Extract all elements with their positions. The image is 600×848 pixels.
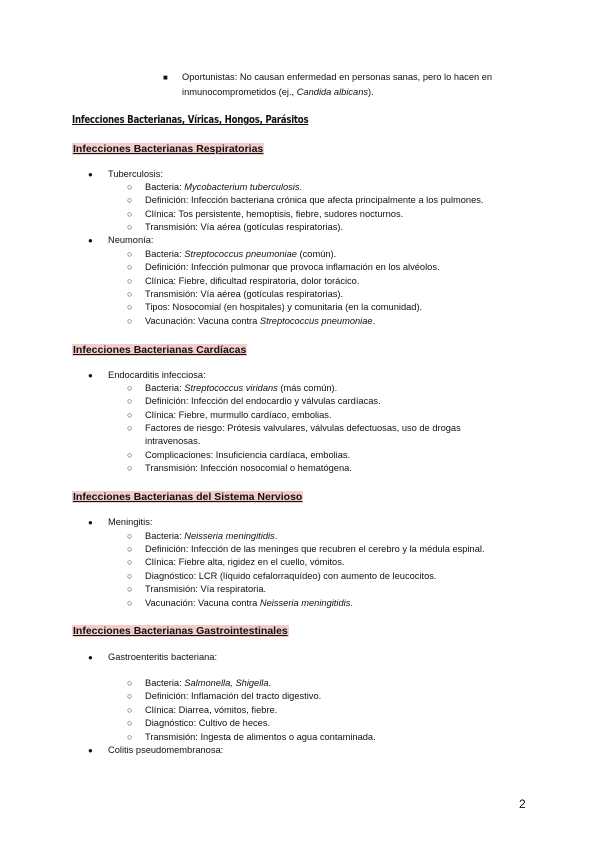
list-item-tuberculosis: ● Tuberculosis: (88, 169, 163, 179)
disc-bullet-icon: ● (88, 518, 93, 527)
circle-bullet-icon: ○ (127, 262, 133, 272)
disc-bullet-icon: ● (88, 170, 93, 179)
circle-bullet-icon: ○ (127, 383, 133, 393)
circle-bullet-icon: ○ (127, 249, 133, 259)
sub-item: ○ Definición: Infección pulmonar que provoca inflamación en los alvéolos. (127, 262, 440, 272)
sub-item: ○ Clínica: Fiebre, dificultad respiratoria, dolor torácico. (127, 276, 360, 286)
circle-bullet-icon: ○ (127, 276, 133, 286)
circle-bullet-icon: ○ (127, 705, 133, 715)
circle-bullet-icon: ○ (127, 182, 133, 192)
circle-bullet-icon: ○ (127, 557, 133, 567)
sub-item-continuation: intravenosas. (145, 436, 201, 446)
circle-bullet-icon: ○ (127, 691, 133, 701)
circle-bullet-icon: ○ (127, 316, 133, 326)
intro-bullet-item (163, 71, 493, 84)
sub-item: ○ Definición: Infección de las meninges que recubren el cerebro y la médula espinal. (127, 544, 485, 554)
sub-item: ○ Definición: Infección del endocardio y válvulas cardíacas. (127, 396, 381, 406)
circle-bullet-icon: ○ (127, 209, 133, 219)
circle-bullet-icon: ○ (127, 222, 133, 232)
list-item-endocarditis: ● Endocarditis infecciosa: (88, 370, 206, 380)
sub-item: ○ Clínica: Diarrea, vómitos, fiebre. (127, 705, 278, 715)
circle-bullet-icon: ○ (127, 531, 133, 541)
circle-bullet-icon: ○ (127, 718, 133, 728)
sub-item: ○ Diagnóstico: Cultivo de heces. (127, 718, 271, 728)
sub-item: ○ Vacunación: Vacuna contra Neisseria meningitidis. (127, 598, 353, 608)
list-item-meningitis: ● Meningitis: (88, 517, 153, 527)
intro-text-line1: No causan enfermedad en personas sanas, pero lo hacen en (237, 72, 493, 82)
disc-bullet-icon: ● (88, 653, 93, 662)
section-title-cardiacas: Infecciones Bacterianas Cardíacas (73, 344, 247, 356)
sub-item: ○ Transmisión: Vía respiratoria. (127, 584, 267, 594)
sub-item: ○ Clínica: Fiebre, murmullo cardíaco, embolias. (127, 410, 332, 420)
circle-bullet-icon: ○ (127, 544, 133, 554)
list-item-neumonia: ● Neumonía: (88, 235, 154, 245)
sub-item: ○ Clínica: Fiebre alta, rigidez en el cuello, vómitos. (127, 557, 345, 567)
circle-bullet-icon: ○ (127, 423, 133, 433)
sub-item: ○ Definición: Infección bacteriana crónica que afecta principalmente a los pulmones. (127, 195, 484, 205)
sub-item: ○ Tipos: Nosocomial (en hospitales) y comunitaria (en la comunidad). (127, 302, 423, 312)
square-bullet-icon: ■ (163, 73, 168, 82)
sub-item: ○ Transmisión: Ingesta de alimentos o agua contaminada. (127, 732, 376, 742)
sub-item: ○ Clínica: Tos persistente, hemoptisis, fiebre, sudores nocturnos. (127, 209, 404, 219)
section-title-nervioso: Infecciones Bacterianas del Sistema Nervioso (73, 491, 303, 503)
circle-bullet-icon: ○ (127, 289, 133, 299)
circle-bullet-icon: ○ (127, 598, 133, 608)
page-number: 2 (519, 797, 526, 811)
circle-bullet-icon: ○ (127, 195, 133, 205)
circle-bullet-icon: ○ (127, 302, 133, 312)
list-item-colitis: ● Colitis pseudomembranosa: (88, 745, 224, 755)
disc-bullet-icon: ● (88, 371, 93, 380)
circle-bullet-icon: ○ (127, 410, 133, 420)
intro-label: Oportunistas: (182, 72, 238, 82)
circle-bullet-icon: ○ (127, 732, 133, 742)
sub-item: ○ Factores de riesgo: Prótesis valvulares, válvulas defectuosas, uso de drogas (127, 423, 461, 433)
sub-item: ○ Bacteria: Streptococcus pneumoniae (común). (127, 249, 337, 259)
sub-item: ○ Transmisión: Infección nosocomial o hematógena. (127, 463, 352, 473)
disc-bullet-icon: ● (88, 236, 93, 245)
sub-item: ○ Definición: Inflamación del tracto digestivo. (127, 691, 322, 701)
circle-bullet-icon: ○ (127, 396, 133, 406)
circle-bullet-icon: ○ (127, 463, 133, 473)
sub-item: ○ Transmisión: Vía aérea (gotículas respiratorias). (127, 289, 344, 299)
main-title: Infecciones Bacterianas, Víricas, Hongos, Parásitos (72, 114, 309, 126)
sub-item: ○ Bacteria: Streptococcus viridans (más común). (127, 383, 338, 393)
sub-item: ○ Complicaciones: Insuficiencia cardíaca, embolias. (127, 450, 351, 460)
circle-bullet-icon: ○ (127, 584, 133, 594)
sub-item: ○ Bacteria: Neisseria meningitidis. (127, 531, 278, 541)
sub-item: ○ Bacteria: Salmonella, Shigella. (127, 678, 272, 688)
sub-item: ○ Vacunación: Vacuna contra Streptococcus pneumoniae. (127, 316, 376, 326)
circle-bullet-icon: ○ (127, 450, 133, 460)
section-title-respiratorias: Infecciones Bacterianas Respiratorias (73, 143, 264, 155)
disc-bullet-icon: ● (88, 746, 93, 755)
intro-bullet-continuation: inmunocomprometidos (ej., Candida albicans). (182, 87, 374, 97)
sub-item: ○ Diagnóstico: LCR (líquido cefalorraquídeo) con aumento de leucocitos. (127, 571, 437, 581)
section-title-gastrointestinales: Infecciones Bacterianas Gastrointestinales (73, 625, 288, 637)
circle-bullet-icon: ○ (127, 678, 133, 688)
circle-bullet-icon: ○ (127, 571, 133, 581)
list-item-gastroenteritis: ● Gastroenteritis bacteriana: (88, 652, 218, 662)
sub-item: ○ Bacteria: Mycobacterium tuberculosis. (127, 182, 303, 192)
sub-item: ○ Transmisión: Vía aérea (gotículas respiratorias). (127, 222, 344, 232)
